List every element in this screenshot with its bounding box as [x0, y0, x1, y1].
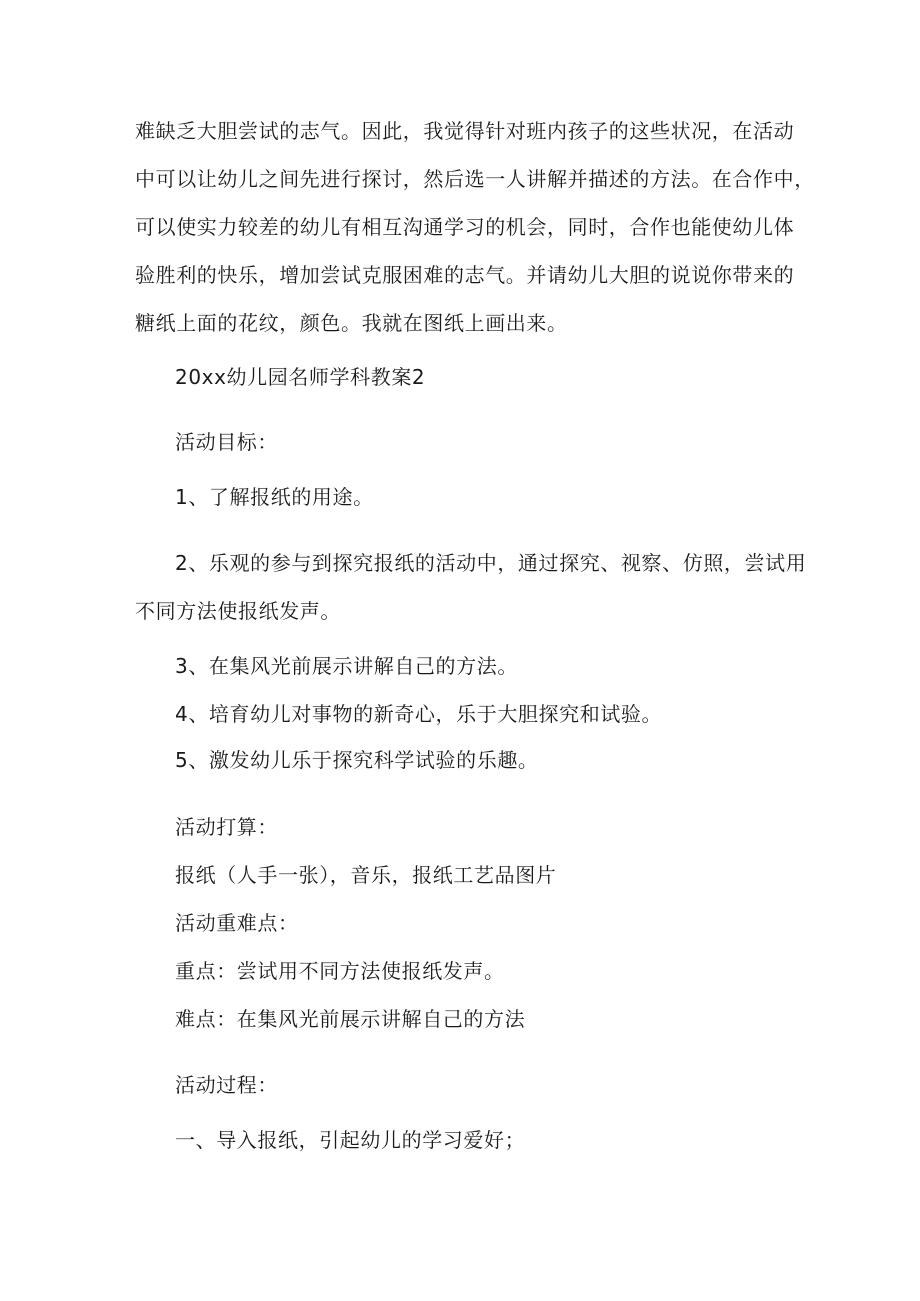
paragraph-line-3: 可以使实力较差的幼儿有相互沟通学习的机会，同时，合作也能使幼儿体 — [135, 215, 795, 239]
keypoints-heading: 活动重难点： — [175, 911, 299, 935]
paragraph-line-5: 糖纸上面的花纹，颜色。我就在图纸上画出来。 — [135, 311, 568, 335]
process-heading: 活动过程： — [175, 1073, 278, 1097]
goal-item-1: 1、了解报纸的用途。 — [175, 485, 374, 509]
prep-text: 报纸（人手一张），音乐，报纸工艺品图片 — [175, 863, 557, 887]
goal-item-2-line-2: 不同方法使报纸发声。 — [135, 599, 341, 623]
prep-heading: 活动打算： — [175, 815, 278, 839]
section-title: 20xx幼儿园名师学科教案2 — [175, 365, 426, 389]
paragraph-line-4: 验胜利的快乐，增加尝试克服困难的志气。并请幼儿大胆的说说你带来的 — [135, 263, 795, 287]
keypoint-text: 重点：尝试用不同方法使报纸发声。 — [175, 959, 505, 983]
goal-item-5: 5、激发幼儿乐于探究科学试验的乐趣。 — [175, 748, 539, 772]
paragraph-line-1: 难缺乏大胆尝试的志气。因此，我觉得针对班内孩子的这些状况，在活动 — [135, 119, 795, 143]
goal-item-3: 3、在集风光前展示讲解自己的方法。 — [175, 654, 518, 678]
difficulty-text: 难点：在集风光前展示讲解自己的方法 — [175, 1007, 526, 1031]
paragraph-line-2: 中可以让幼儿之间先进行探讨，然后选一人讲解并描述的方法。在合作中， — [135, 167, 815, 191]
goals-heading: 活动目标： — [175, 430, 278, 454]
process-step-1: 一、导入报纸，引起幼儿的学习爱好； — [175, 1128, 526, 1152]
goal-item-2-line-1: 2、乐观的参与到探究报纸的活动中，通过探究、视察、仿照，尝试用 — [175, 551, 807, 575]
goal-item-4: 4、培育幼儿对事物的新奇心，乐于大胆探究和试验。 — [175, 702, 663, 726]
